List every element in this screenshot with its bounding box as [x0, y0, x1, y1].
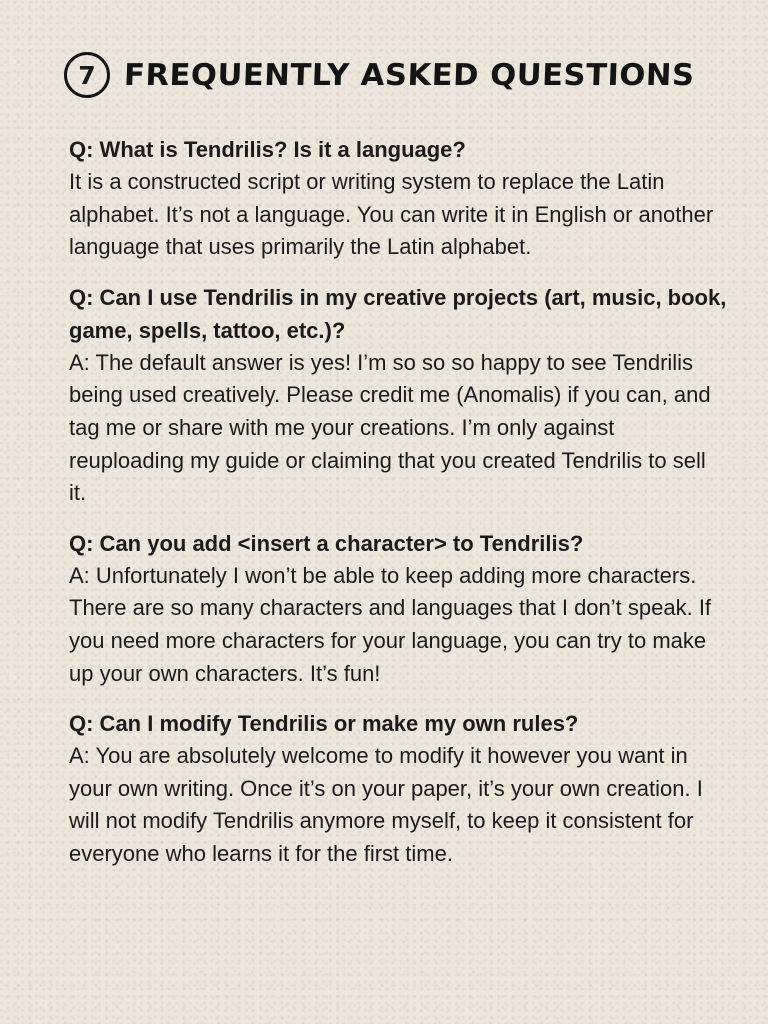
section-heading	[64, 52, 696, 98]
faq-answer: A: Unfortunately I won’t be able to keep adding more characters. There are so many characters and languages that I don’t speak. If you need more characters for your language, you can try to make up your own characters. It’s fun!	[69, 562, 712, 686]
faq-answer: A: You are absolutely welcome to modify it however you want in your own writing. Once it’s on your paper, it’s your own creation. I will not modify Tendrilis anymore myself, to keep it consistent for everyone who learns it for the first time.	[69, 743, 703, 866]
faq-question: Q: Can I use Tendrilis in my creative projects (art, music, book, game, spells, tattoo, etc.)?	[69, 284, 727, 343]
section-number-badge	[64, 52, 110, 98]
section-number: 7	[78, 61, 96, 90]
faq-item	[69, 133, 728, 264]
faq-question: Q: What is Tendrilis? Is it a language?	[69, 137, 466, 162]
faq-item	[69, 707, 728, 870]
faq-answer: A: The default answer is yes! I’m so so so happy to see Tendrilis being used creatively. Please credit me (Anomalis) if you can, and tag me or share with me your creations. I’m only against reuploading my guide or claiming that you created Tendrilis to sell it.	[69, 349, 711, 506]
faq-item	[69, 281, 728, 510]
faq-question: Q: Can I modify Tendrilis or make my own rules?	[69, 711, 579, 737]
faq-list	[69, 133, 728, 888]
faq-question: Q: Can you add <insert a character> to Tendrilis?	[69, 530, 584, 556]
faq-answer: It is a constructed script or writing system to replace the Latin alphabet. It’s not a language. You can write it in English or another language that uses primarily the Latin alphabet.	[69, 169, 714, 260]
faq-item	[69, 527, 728, 690]
section-title: FREQUENTLY ASKED QUESTIONS	[123, 57, 696, 93]
